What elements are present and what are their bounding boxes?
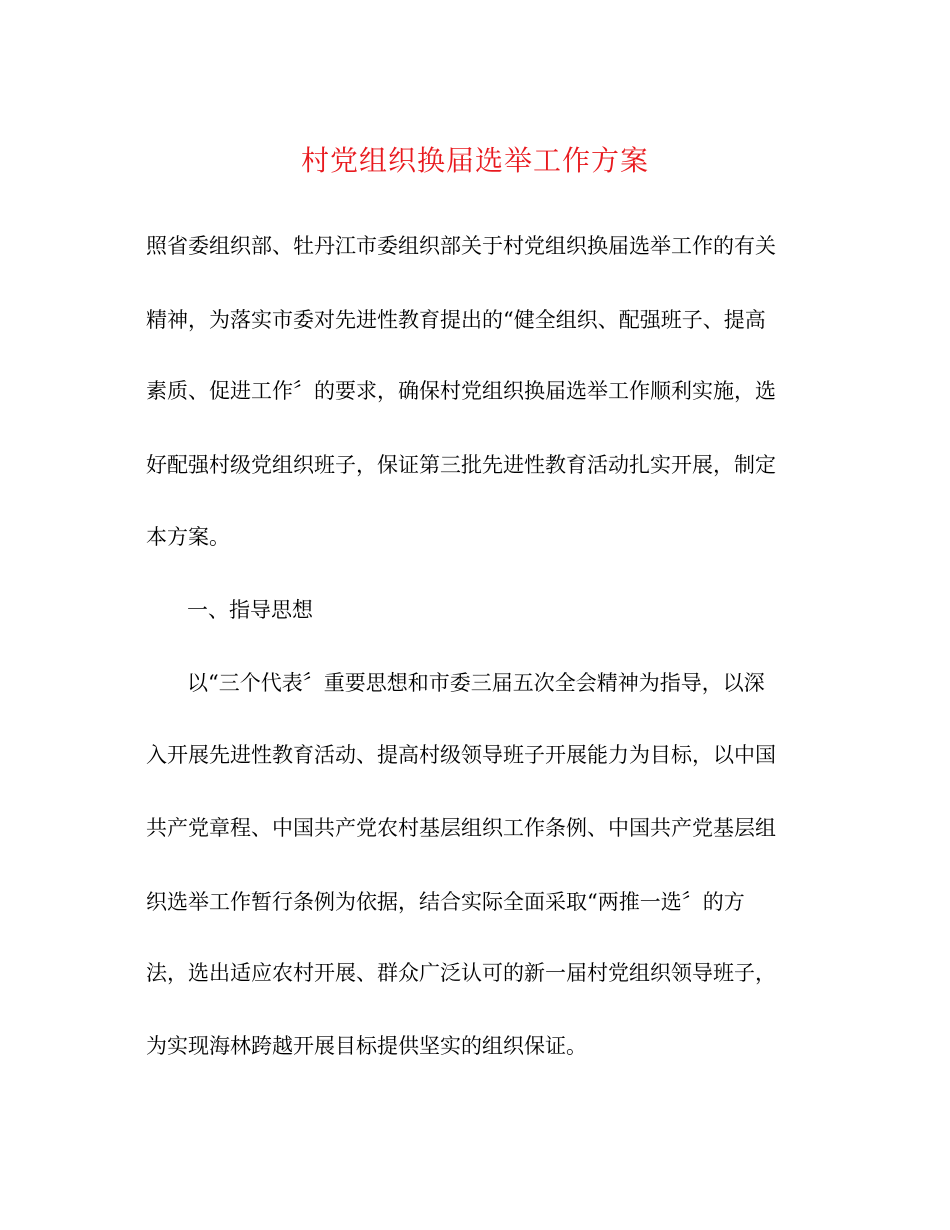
paragraph-line: 法，选出适应农村开展、群众广泛认可的新一届村党组织领导班子，	[146, 961, 776, 985]
paragraph-line: 照省委组织部、牡丹江市委组织部关于村党组织换届选举工作的有关	[146, 234, 776, 258]
paragraph-line: 共产党章程、中国共产党农村基层组织工作条例、中国共产党基层组	[146, 816, 776, 840]
paragraph-line: 精神，为落实市委对先进性教育提出的“健全组织、配强班子、提高	[146, 308, 766, 332]
paragraph-line: 以“三个代表〞重要思想和市委三届五次全会精神为指导，以深	[187, 671, 765, 695]
paragraph-line: 织选举工作暂行条例为依据，结合实际全面采取“两推一选〞的方	[146, 890, 745, 914]
paragraph-line: 本方案。	[146, 525, 230, 549]
paragraph-line: 为实现海林跨越开展目标提供坚实的组织保证。	[146, 1034, 587, 1058]
paragraph-line: 好配强村级党组织班子，保证第三批先进性教育活动扎实开展，制定	[146, 453, 776, 477]
paragraph-line: 素质、促进工作〞的要求，确保村党组织换届选举工作顺利实施，选	[146, 379, 776, 403]
paragraph-line: 入开展先进性教育活动、提高村级领导班子开展能力为目标，以中国	[146, 743, 776, 767]
document-title: 村党组织换届选举工作方案	[300, 144, 649, 177]
section-heading: 一、指导思想	[187, 598, 313, 622]
